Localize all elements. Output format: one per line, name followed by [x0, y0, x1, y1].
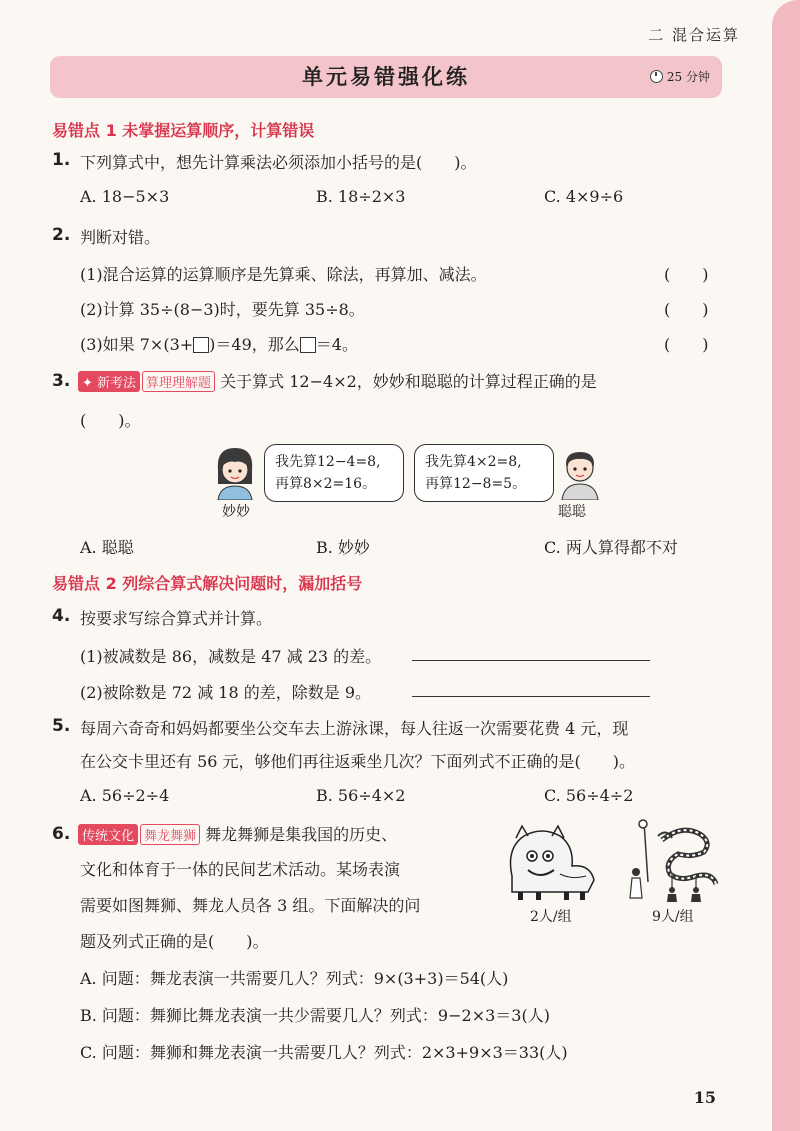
q5-option-a[interactable]: A. 56÷2÷4 [80, 786, 170, 805]
time-limit [650, 68, 710, 85]
blank-box-2 [300, 337, 316, 353]
q2-number: 2. [52, 225, 71, 245]
q4-text: 按要求写综合算式并计算。 [80, 609, 273, 628]
lion-caption: 2人/组 [530, 909, 572, 925]
boy-name: 聪聪 [558, 504, 586, 520]
q6-option-b[interactable]: B. 问题：舞狮比舞龙表演一共少需要几人？列式：9−2×3＝3(人) [80, 1006, 550, 1025]
q5-line-2: 在公交卡里还有 56 元，够他们再往返乘坐几次？下面列式不正确的是( )。 [80, 752, 636, 771]
q3-line-2: ( )。 [80, 411, 141, 430]
q1-option-a[interactable]: A. 18−5×3 [80, 187, 170, 206]
q2-item-1: (1)混合运算的运算顺序是先算乘、除法，再算加、减法。 [80, 265, 487, 284]
q3-option-b[interactable]: B. 妙妙 [316, 538, 370, 557]
q6-line-4: 题及列式正确的是( )。 [80, 932, 269, 951]
q3-option-c[interactable]: C. 两人算得都不对 [544, 538, 678, 557]
q2-item-2: (2)计算 35÷(8−3)时，要先算 35÷8。 [80, 300, 365, 319]
q4-item-1: (1)被减数是 86，减数是 47 减 23 的差。 [80, 647, 382, 666]
q4-number: 4. [52, 606, 71, 626]
q6-option-c[interactable]: C. 问题：舞狮和舞龙表演一共需要几人？列式：2×3+9×3＝33(人) [80, 1043, 568, 1062]
q5-number: 5. [52, 716, 71, 736]
boy-congcong-icon [553, 444, 607, 500]
page-number: 15 [693, 1088, 716, 1107]
girl-name: 妙妙 [222, 504, 250, 520]
q1-number: 1. [52, 150, 71, 170]
bubble-right-line-2: 再算12−8=5。 [425, 476, 527, 492]
q5-option-b[interactable]: B. 56÷4×2 [316, 786, 406, 805]
tag-traditional-culture: 传统文化 [78, 824, 138, 845]
speech-bubble-right [414, 444, 554, 502]
tag-new-method: ✦ 新考法 [78, 371, 140, 392]
blank-box-1 [193, 337, 209, 353]
q2-text: 判断对错。 [80, 228, 161, 247]
q6-option-a[interactable]: A. 问题：舞龙表演一共需要几人？列式：9×(3+3)＝54(人) [80, 969, 509, 988]
page-edge-decoration [772, 0, 800, 1131]
q2-item-3 [80, 332, 358, 355]
chapter-label: 二 混合运算 [648, 26, 740, 44]
bubble-right-line-1: 我先算4×2=8, [425, 454, 522, 470]
q6-text-1: 舞龙舞狮是集我国的历史、 [205, 825, 398, 844]
q2-item-3-part-b: )＝49，那么 [209, 335, 300, 354]
q3-number: 3. [52, 371, 71, 391]
q4-answer-line-1[interactable] [412, 644, 650, 661]
dragon-dance-icon [622, 818, 722, 902]
q2-item-3-part-a: (3)如果 7×(3+ [80, 335, 194, 354]
q5-line-1: 每周六奇奇和妈妈都要坐公交车去上游泳课，每人往返一次需要花费 4 元，现 [80, 719, 629, 738]
clock-icon [650, 70, 663, 83]
q1-option-b[interactable]: B. 18÷2×3 [316, 187, 406, 206]
lion-dance-icon [502, 818, 600, 902]
q1-text: 下列算式中，想先计算乘法必须添加小括号的是( )。 [80, 153, 477, 172]
section-heading-2: 易错点 2 列综合算式解决问题时，漏加括号 [52, 574, 363, 593]
q2-answer-3[interactable]: ( ) [664, 335, 709, 354]
q4-item-2: (2)被除数是 72 减 18 的差，除数是 9。 [80, 683, 371, 702]
q6-line-1 [78, 822, 397, 845]
bubble-left-line-2: 再算8×2=16。 [275, 476, 377, 492]
dragon-caption: 9人/组 [652, 909, 694, 925]
q3-line-1 [78, 369, 597, 392]
tag-dragon-lion: 舞龙舞狮 [140, 824, 200, 845]
q6-line-2: 文化和体育于一体的民间艺术活动。某场表演 [80, 860, 401, 879]
q6-line-3: 需要如图舞狮、舞龙人员各 3 组。下面解决的问 [80, 896, 421, 915]
q2-answer-2[interactable]: ( ) [664, 300, 709, 319]
q2-item-3-part-c: ＝4。 [315, 335, 358, 354]
title-bar [50, 56, 722, 98]
girl-miaomiao-icon [208, 444, 262, 500]
page-title: 单元易错强化练 [302, 65, 470, 89]
q5-option-c[interactable]: C. 56÷4÷2 [544, 786, 634, 805]
q2-answer-1[interactable]: ( ) [664, 265, 709, 284]
q3-option-a[interactable]: A. 聪聪 [80, 538, 134, 557]
section-heading-1: 易错点 1 未掌握运算顺序，计算错误 [52, 121, 315, 140]
tag-concept: 算理理解题 [142, 371, 215, 392]
speech-bubble-left [264, 444, 404, 502]
q4-answer-line-2[interactable] [412, 680, 650, 697]
bubble-left-line-1: 我先算12−4=8, [275, 454, 381, 470]
q3-text: 关于算式 12−4×2，妙妙和聪聪的计算过程正确的是 [220, 372, 597, 391]
q1-option-c[interactable]: C. 4×9÷6 [544, 187, 624, 206]
time-text: 25 分钟 [666, 70, 710, 84]
q6-number: 6. [52, 824, 71, 844]
